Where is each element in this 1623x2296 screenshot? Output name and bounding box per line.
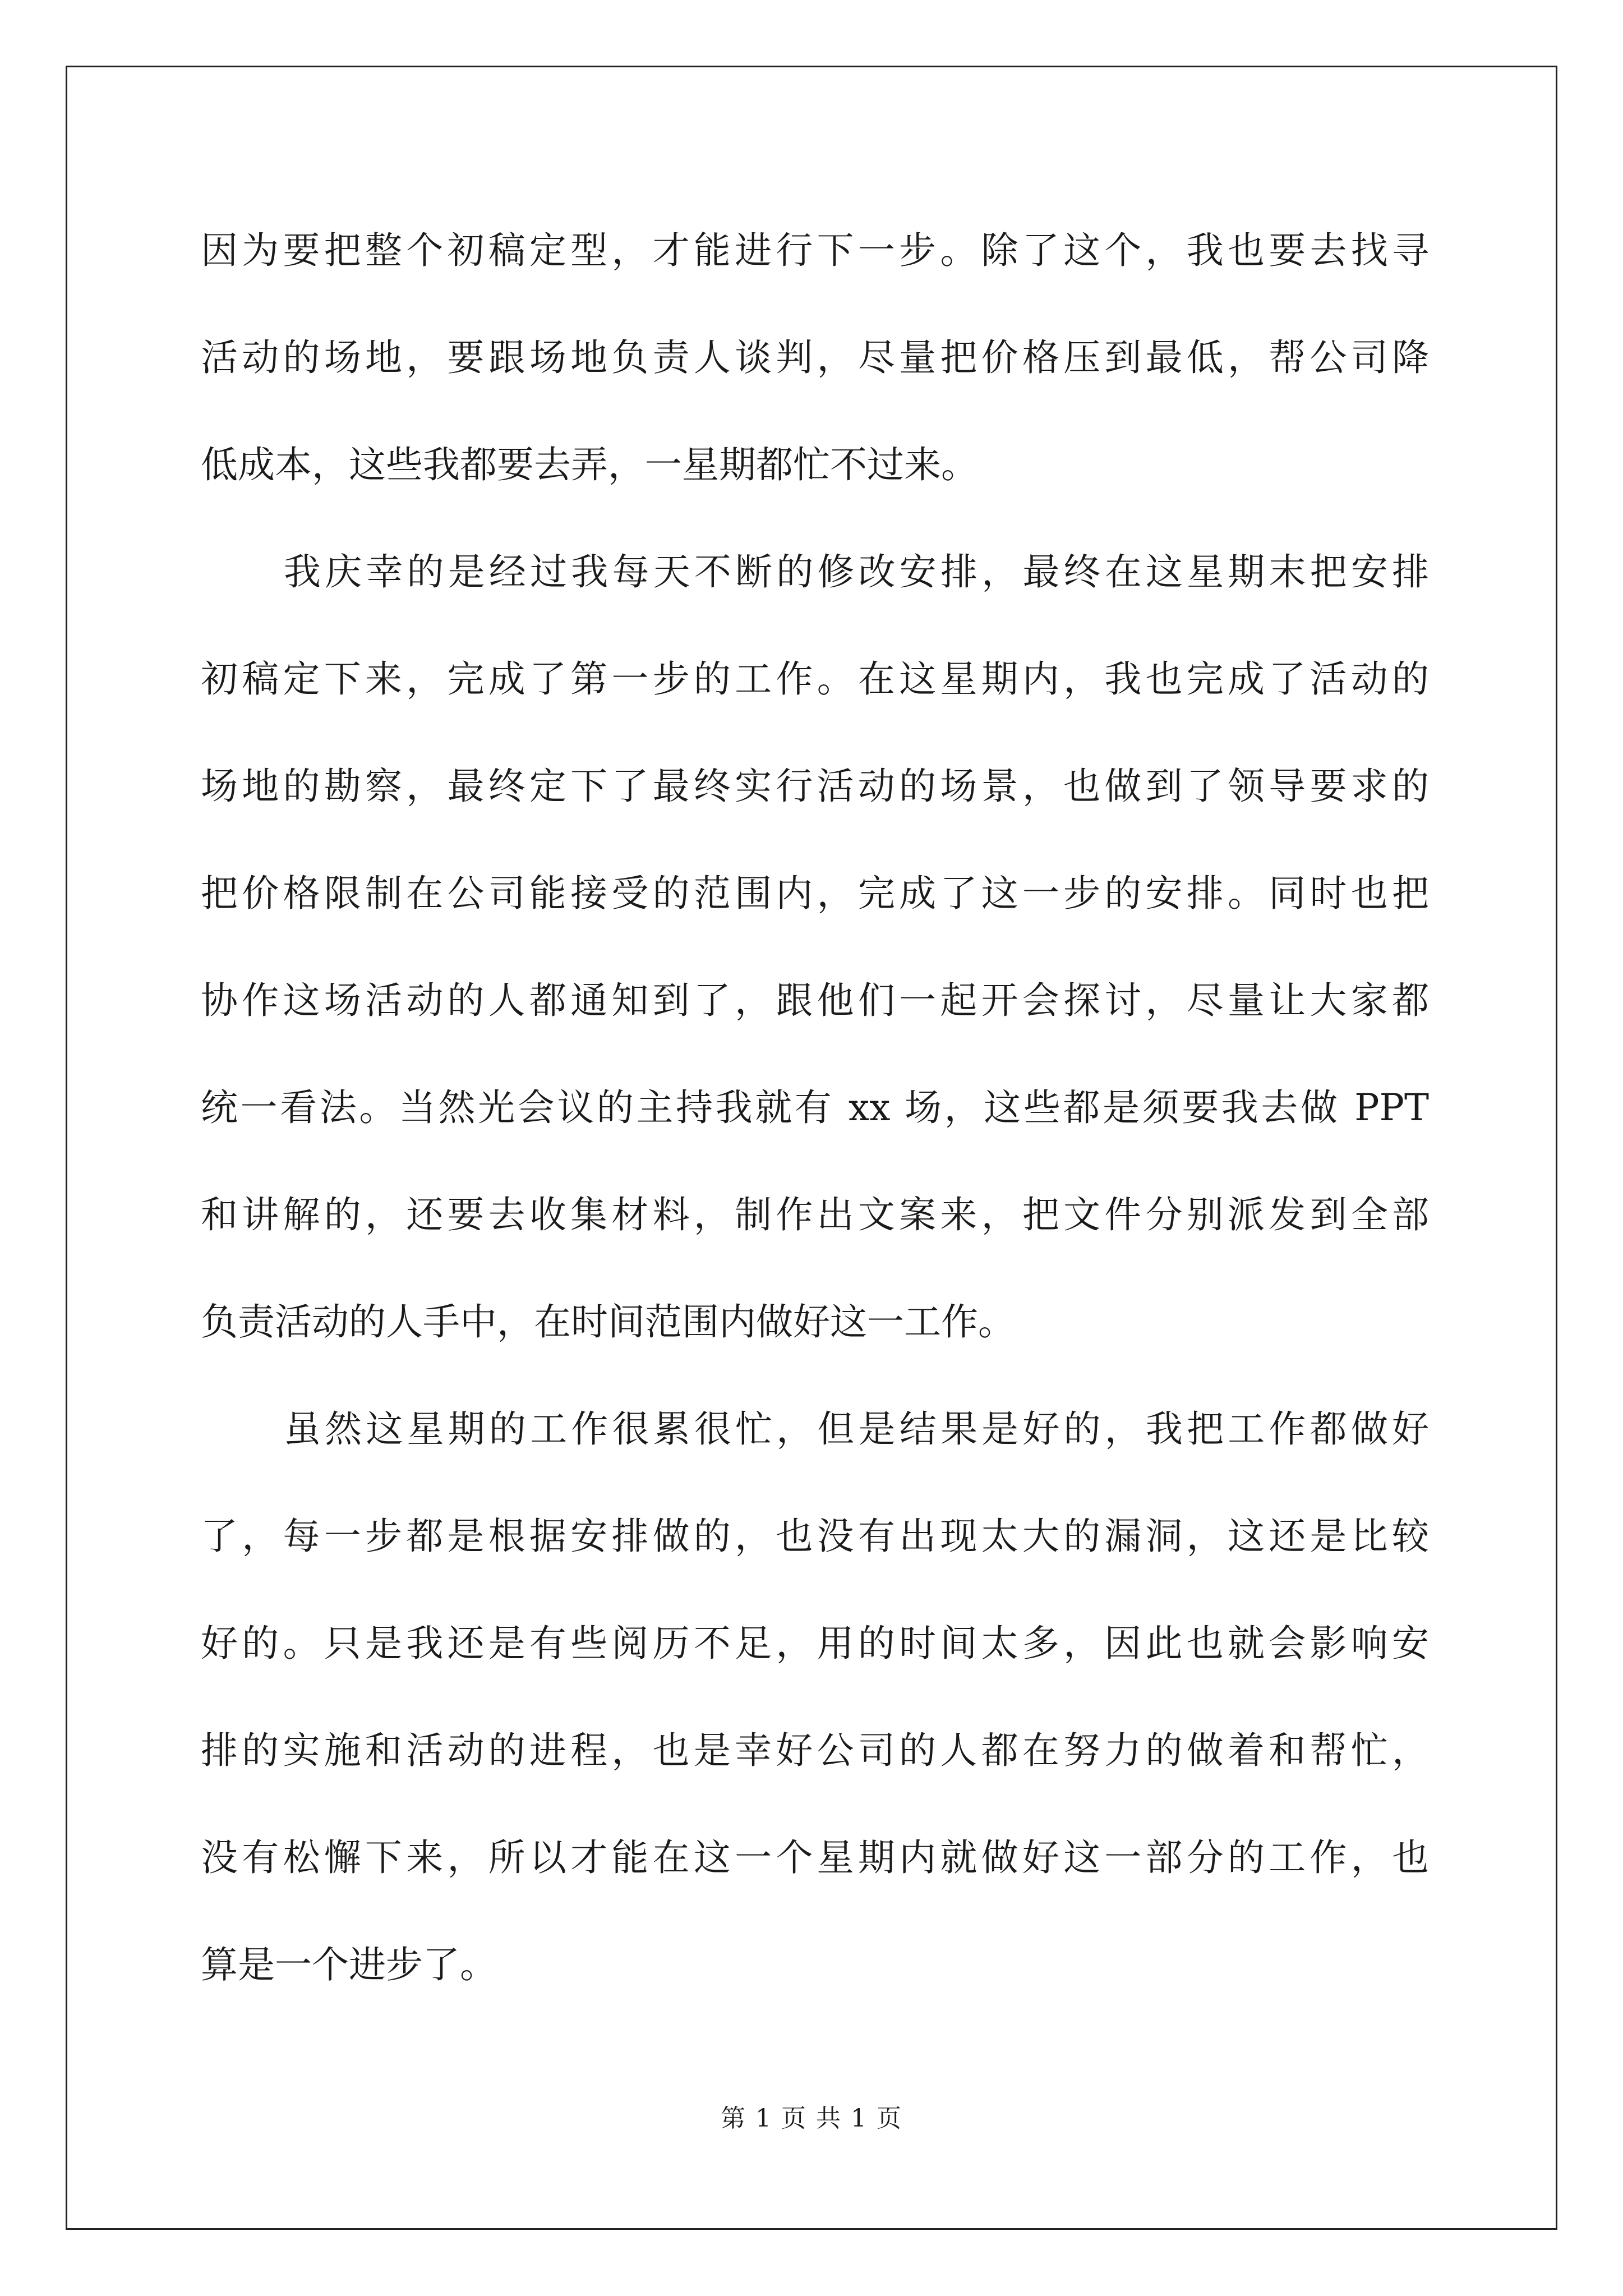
text-line: 场地的勘察，最终定下了最终实行活动的场景，也做到了领导要求的 — [201, 765, 1429, 808]
text-line: 把价格限制在公司能接受的范围内，完成了这一步的安排。同时也把 — [201, 872, 1429, 915]
text-line: 了，每一步都是根据安排做的，也没有出现太大的漏洞，这还是比较 — [201, 1515, 1429, 1558]
text-line: 因为要把整个初稿定型，才能进行下一步。除了这个，我也要去找寻 — [201, 229, 1429, 272]
paragraph — [201, 216, 1429, 537]
text-line: 好的。只是我还是有些阅历不足，用的时间太多，因此也就会影响安 — [201, 1622, 1429, 1665]
text-line: 统一看法。当然光会议的主持我就有 xx 场，这些都是须要我去做 PPT — [201, 1086, 1429, 1129]
text-line: 低成本，这些我都要去弄，一星期都忙不过来。 — [201, 443, 978, 486]
text-line: 和讲解的，还要去收集材料，制作出文案来，把文件分别派发到全部 — [201, 1193, 1429, 1236]
text-line: 算是一个进步了。 — [201, 1943, 497, 1986]
text-line: 我庆幸的是经过我每天不断的修改安排，最终在这星期末把安排 — [284, 550, 1429, 593]
text-line: 排的实施和活动的进程，也是幸好公司的人都在努力的做着和帮忙， — [201, 1729, 1429, 1772]
text-line: 虽然这星期的工作很累很忙，但是结果是好的，我把工作都做好 — [284, 1407, 1429, 1451]
page-footer: 第 1 页 共 1 页 — [721, 2104, 902, 2133]
paragraph — [201, 537, 1429, 1395]
paragraph — [201, 1395, 1429, 2037]
text-line: 协作这场活动的人都通知到了，跟他们一起开会探讨，尽量让大家都 — [201, 979, 1429, 1022]
text-line: 没有松懈下来，所以才能在这一个星期内就做好这一部分的工作，也 — [201, 1836, 1429, 1879]
text-line: 负责活动的人手中，在时间范围内做好这一工作。 — [201, 1300, 1015, 1343]
document-body — [201, 216, 1429, 2037]
text-line: 活动的场地，要跟场地负责人谈判，尽量把价格压到最低，帮公司降 — [201, 336, 1429, 379]
text-line: 初稿定下来，完成了第一步的工作。在这星期内，我也完成了活动的 — [201, 657, 1429, 701]
